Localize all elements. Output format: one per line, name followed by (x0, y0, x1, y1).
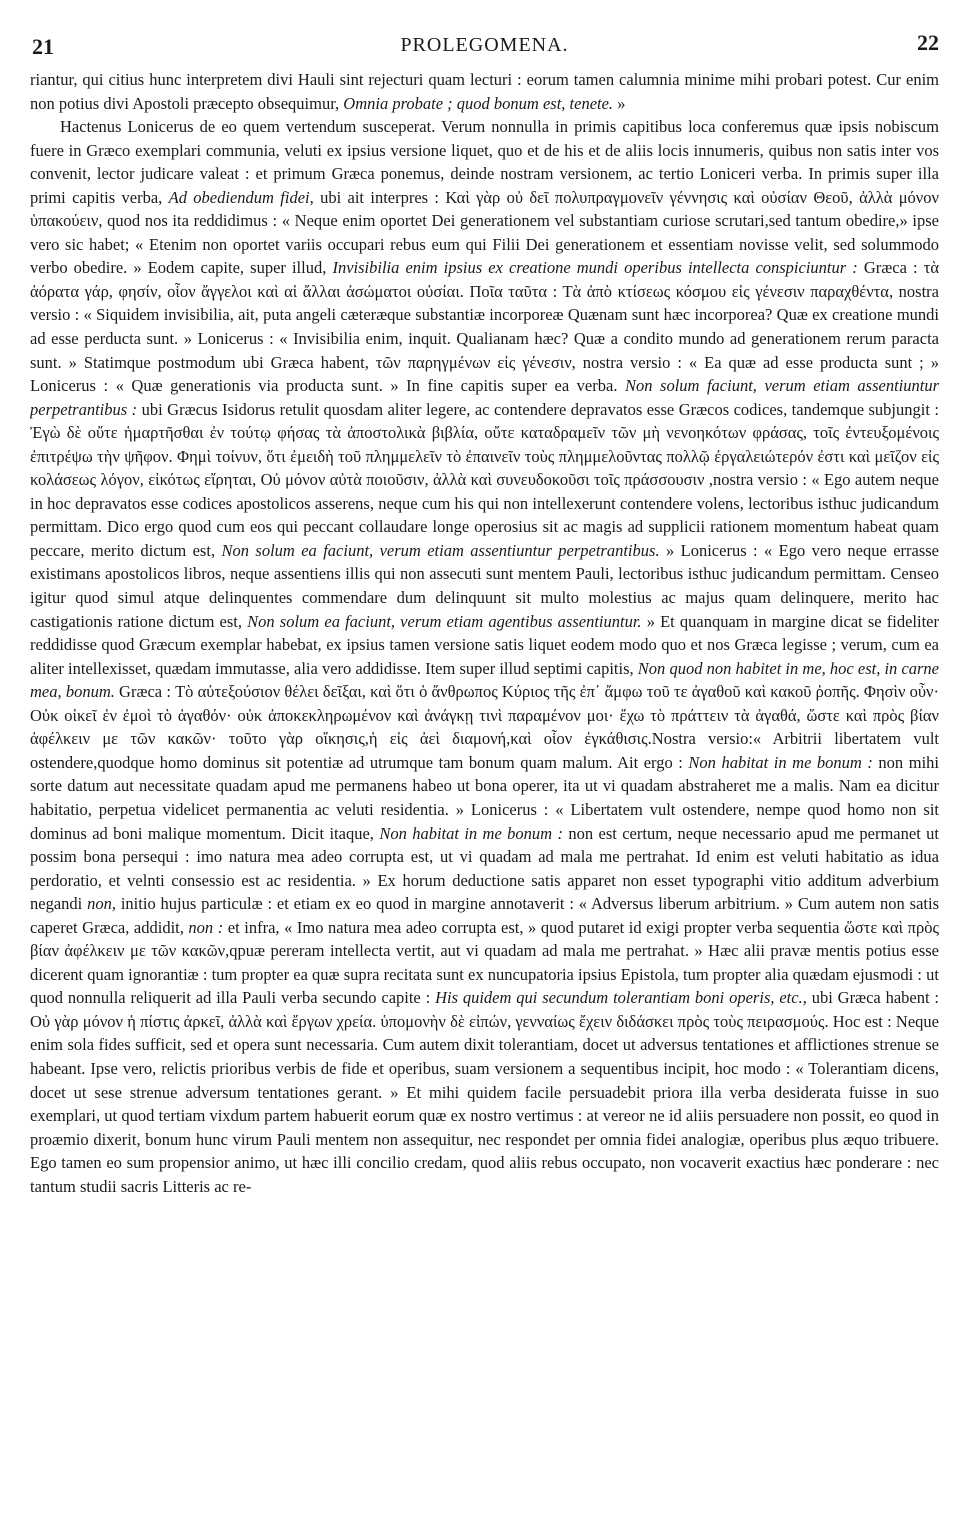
italic-quote: Invisibilia enim ipsius ex creatione mundi operibus intellecta conspiciuntur : (332, 258, 858, 278)
book-page (30, 28, 939, 1518)
running-title: PROLEGOMENA. (400, 34, 569, 56)
paragraph-1 (30, 68, 939, 115)
page-number-left: 21 (32, 34, 54, 59)
body-text (30, 68, 939, 1198)
paragraph-2 (30, 115, 939, 1198)
italic-quote: His quidem qui secundum tolerantiam boni operis, etc., (435, 988, 807, 1008)
text-run: non est certum, neque necessario apud me permanet ut possim bona persequi : imo natura mea adeo corrupta est, ut vi quadam ad mala me pertrahat. Id enim est veluti habitatio as idua perdoratio, et velnti consessio est ac residentia. » Ex horum deductione satis apparet non esset typographi vitio additum adverbium negandi (30, 823, 939, 914)
italic-quote: non : (188, 917, 224, 937)
italic-quote: Non solum faciunt, verum etiam assentiuntur perpetrantibus : (30, 376, 939, 419)
text-run: riantur, qui citius hunc interpretem divi Hauli sint rejecturi quam lecturi : eorum tamen calumnia minime mihi probari potest. Cur enim non potius divi Apostoli præcepto obsequimur, (30, 70, 939, 113)
text-run: initio hujus particulæ : et etiam ex eo quod in margine annotaverit : « Adversus liberum arbitrium. » Cum autem non satis caperet Græca, addidit, (30, 894, 939, 937)
running-header (30, 28, 939, 68)
italic-quote: Omnia probate ; quod bonum est, tenete. (343, 93, 614, 113)
italic-quote: Non solum ea faciunt, verum etiam assentiuntur perpetrantibus. (221, 540, 660, 560)
text-run: » Lonicerus : « Ego vero neque errasse existimans apostolicos libros, neque assentiens illis qui non assecuti sunt mentem Pauli, lectoribus isthuc judicandum permittam. Censeo igitur quod simul atque delinquentes commendare dum delinquunt sit multo molestius ac majus quam delinquere, merito hac castigationis ratione dictum est, (30, 540, 939, 631)
italic-quote: Ad obediendum fidei, (168, 187, 314, 207)
text-run: » (613, 93, 626, 113)
page-number-right: 22 (917, 30, 939, 55)
italic-quote: Non solum ea faciunt, verum etiam agentibus assentiuntur. (247, 611, 642, 631)
text-run: non mihi sorte datum aut necessitate quadam apud me permanens habeo ut bona operer, ita ut vi quadam abstraheret me a malis. Nam ea dicitur habitatio, perpetua videlicet permanentia ac veluti residentia. » Lonicerus : « Libertatem vult ostendere, nempe quod homo non sit dominus ad boni malique momentum. Dicit itaque, (30, 752, 939, 843)
text-run: ubi Græcus Isidorus retulit quosdam aliter legere, ac contendere depravatos esse Græcos codices, tandemque subjungit : Ἐγὼ δὲ οὔτε ἡμαρτῆσθαι ἐν τούτῳ φήσας τὰ ἀποστολικὰ βιβλία, οὔτε καταδραμεῖν τῶν μὴ νενοηκότων φράσας, τοῖς ἐντευξομένοις ἐπιτρέψω τὴν ψῆφον. Φημὶ τοίνυν, ὅτι ἐμειδὴ τοῦ πλημμελεῖν τὸ ἐπαινεῖν τοὺς πλημμελοῦντας πολλῷ ἐργαλειώτερόν ἐστι καὶ μεῖζον εἰς κολάσεως λόγον, εἰκότως εἴρηται, Οὐ μόνον αὐτὰ ποιοῦσιν, ἀλλὰ καὶ συνευδοκοῦσι τοῖς πράσσουσιν ,nostra versio : « Ego autem neque in hoc depravatos esse codices apostolicos asserens, neque cum his qui non intellexerunt contendere volens, lectoribus isthuc judicandum permittam. Dico ergo quod cum eos qui peccant collaudare longe operosius sit ac magis ad supplicii rationem momentum habeat quam peccare, merito dictum est, (30, 399, 939, 560)
text-run: et infra, « Imo natura mea adeo corrupta est, » quod putaret id exigi propter verba sequentia ὥστε καὶ πρὸς βίαν ἀφέλκειν με τῶν κακῶν,qpuæ pereram intellecta vertit, aut vi quadam ad mala me pertrahat. » Hæc alii pravæ mentis potius esse dicerent quam ignorantiæ : tum propter ea quæ supra recitata sunt ex nuncupatoria ipsius Epistola, tum propter alia quædam ejusmodi : ut quod nonnulla reliquerit ad illa Pauli verba secundo capite : (30, 917, 939, 1008)
text-run: ubi Græca habent : Οὐ γὰρ μόνον ἡ πίστις ἀρκεῖ, ἀλλὰ καὶ ἔργων χρεία. ὑπομονὴν δὲ εἰπών, γενναίως ἔχειν διδάσκει πρὸς τοὺς πειρασμούς. Hoc est : Neque enim sola fides sufficit, sed et opera sunt necessaria. Cum autem dixit tolerantiam, docet ut adversus tentationes et afflictiones strenue se habeant. Ipse vero, relictis prioribus verbis de fide et operibus, suam versionem a sequentibus incipit, hoc modo : « Tolerantiam dicens, docet ut sese strenue adversum tentationes gerant. » Et mihi quidem facile persuadebit priora illa verba desiderata fuisse in suo exemplari, ut quod tertiam vixdum partem habuerit eorum quæ ex nostro vertimus : at vereor ne id aliis persuadere non possit, eo quod in proæmio dixerit, bonum hunc virum Pauli mentem non assequitur, nec respondet per omnia fidei analogiæ, operibus plus æquo tribuere. Ego tamen eo sum propensior animo, ut hæc illi concilio credam, quod aliis rebus occupato, non vocaverit exactius hæc ponderare : nec tantum studii sacris Litteris ac re- (30, 988, 939, 1196)
italic-quote: Non habitat in me bonum : (688, 752, 873, 772)
text-run: Græca : Τὸ αὐτεξούσιον θέλει δεῖξαι, καὶ ὅτι ὁ ἄνθρωπος Κύριος τῆς ἐπ᾽ ἄμφω τοῦ τε ἀγαθοῦ καὶ κακοῦ ῥοπῆς. Φησὶν οὖν· Οὐκ οἰκεῖ ἐν ἐμοὶ τὸ ἀγαθόν· οὐκ ἀποκεκληρωμένον καὶ ἀνάγκῃ τινὶ παραμένον μοι· ἔχω τὸ πράττειν τὰ ἀγαθά, ὥστε καὶ πρὸς βίαν ἀφέλκειν με τῶν κακῶν· τοῦτο γὰρ οἴκησις,ἡ εἰς ἀεὶ διαμονή,καὶ οἷον ἐγκάθισις.Nostra versio:« Arbitrii libertatem vult ostendere,quodque homo dominus sit potentiæ ad utrumque tam bonum quam malum. Ait ergo : (30, 682, 939, 772)
italic-quote: Non habitat in me bonum : (379, 823, 563, 843)
italic-quote: Non quod non habitet in me, hoc est, in carne mea, bonum. (30, 658, 939, 702)
text-run: Hactenus Lonicerus de eo quem vertendum susceperat. Verum nonnulla in primis capitibus loca conferemus quæ ipsis nobiscum fuere in Græco exemplari communia, veluti ex ipsius versione liquet, quo et de his et de aliis locis innumeris, quibus non satis inter vos convenit, lector judicare valeat : et primum Græca ponemus, deinde nostram versionem, ac tertio Loniceri verba. In primis super illa primi capitis verba, (30, 117, 939, 207)
text-run: Græca : τὰ ἀόρατα γάρ, φησίν, οἷον ἄγγελοι καὶ αἱ ἄλλαι ἀσώματοι οὐσίαι. Ποῖα ταῦτα : Τὰ ἀπὸ κτίσεως κόσμου εἰς γένεσιν παραχθέντα, nostra versio : « Siquidem invisibilia, ait, puta angeli cæteræque substantiæ incorporeæ Quænam sunt hæc incorporea? Quæ ex creatione mundi ad esse perducta sunt. » Lonicerus : « Invisibilia enim, inquit. Qualianam hæc? Quæ a condito mundo ad generationem rerum paracta sunt. » Statimque postmodum ubi Græca habent, τῶν παρηγμένων εἰς γένεσιν, nostra versio : « Ea quæ ad esse producta sunt ; » Lonicerus : « Quæ generationis via producta sunt. » In fine capitis super ea verba. (30, 258, 939, 396)
italic-quote: non, (87, 894, 116, 914)
text-run: ubi ait interpres : Καὶ γὰρ οὐ δεῖ πολυπραγμονεῖν γέννησις καὶ οὐσίαν Θεοῦ, ἀλλὰ μόνον ὑπακούειν, quod nos ita reddidimus : « Neque enim oportet Dei generationem vel substantiam curiose scrutari,sed tantum obedire,» ipse vero sic habet; « Etenim non oportet variis occupari rebus eum qui Filii Dei generationem et essentiam novisse velit, sed solummodo verbo obedire. » Eodem capite, super illud, (30, 187, 939, 278)
text-run: » Et quanquam in margine dicat se fideliter reddidisse quod Græcum exemplar habebat, ex ipsius tamen versione satis liquet eodem modo quo et nos Græca legisse ; verum, cum ea aliter intellexisset, quædam immutasse, alia vero addidisse. Item super illud septimi capitis, (30, 611, 939, 678)
